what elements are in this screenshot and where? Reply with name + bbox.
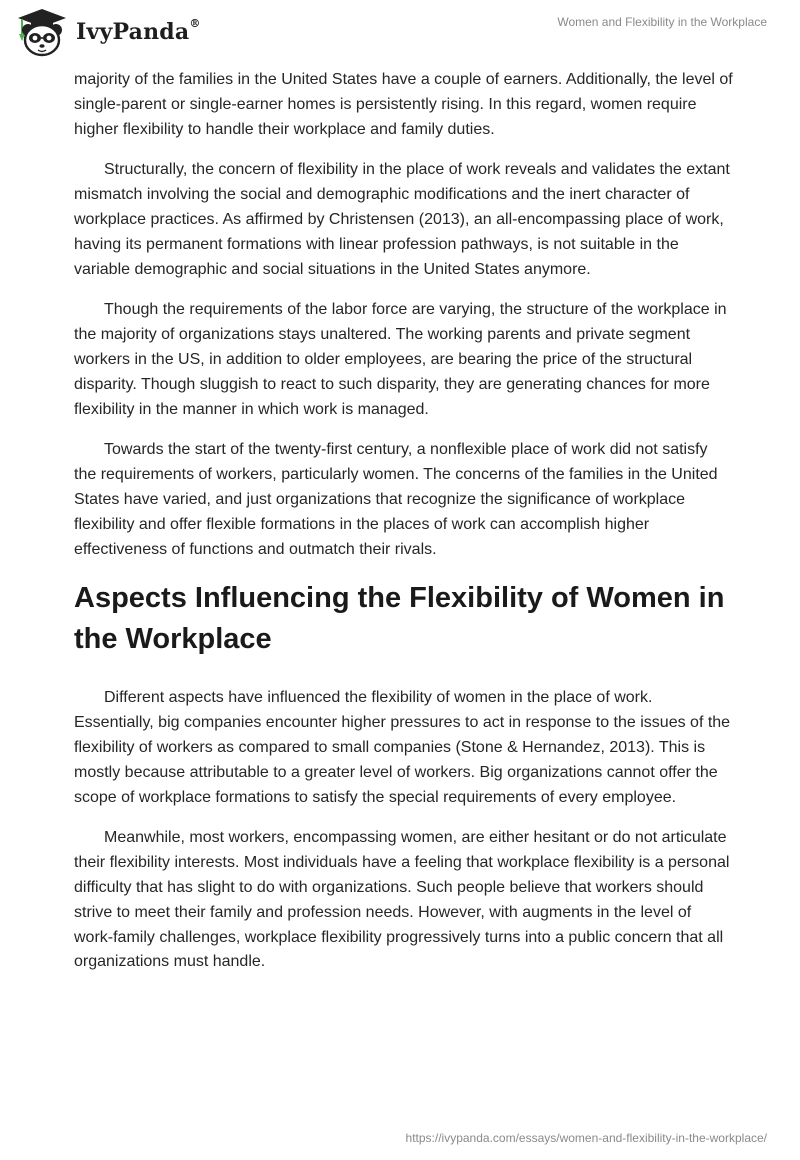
panda-logo-icon — [14, 6, 70, 58]
section-heading: Aspects Influencing the Flexibility of Women in the Workplace — [74, 582, 725, 656]
logo-wordmark: IvyPanda® — [76, 16, 201, 45]
page-header — [0, 0, 800, 72]
paragraph: Meanwhile, most workers, encompassing women, are either hesitant or do not articulate their flexibility interests. Most individuals have a feeling that workplace flexibility is a personal difficulty that has slight to do with organizations. Such people believe that workers should strive to meet their family and profession needs. However, with augments in the level of work-family challenges, workplace flexibility progressively turns into a public concern that all organizations must handle. — [74, 829, 730, 971]
paragraph: Towards the start of the twenty-first century, a nonflexible place of work did not satisfy the requirements of workers, particularly women. The concerns of the families in the United States have varied, and just organizations that recognize the significance of workplace flexibility and offer flexible formations in the places of work can accomplish higher effectiveness of functions and outmatch their rivals. — [74, 441, 718, 558]
paragraph: majority of the families in the United States have a couple of earners. Additionally, the level of single-parent or single-earner homes is persistently rising. In this regard, women require higher flexibility to handle their workplace and family duties. — [74, 71, 733, 138]
document-title: Women and Flexibility in the Workplace — [557, 15, 767, 29]
essay-body — [74, 68, 734, 991]
paragraph: Though the requirements of the labor force are varying, the structure of the workplace in the majority of organizations stays unaltered. The working parents and private segment workers in the US, in addition to older employees, are bearing the price of the structural disparity. Though sluggish to react to such disparity, they are generating chances for more flexibility in the manner in which work is managed. — [74, 301, 727, 418]
source-url-link[interactable]: https://ivypanda.com/essays/women-and-flexibility-in-the-workplace/ — [405, 1131, 767, 1145]
paragraph: Different aspects have influenced the flexibility of women in the place of work. Essentially, big companies encounter higher pressures to act in response to the issues of the flexibility of workers as compared to small companies (Stone & Hernandez, 2013). This is mostly because attributable to a greater level of workers. Big organizations cannot offer the scope of workplace formations to satisfy the special requirements of every employee. — [74, 689, 731, 806]
paragraph: Structurally, the concern of flexibility in the place of work reveals and validates the extant mismatch involving the social and demographic modifications and the inert character of workplace practices. As affirmed by Christensen (2013), an all-encompassing place of work, having its permanent formations with linear profession pathways, is not suitable in the variable demographic and social situations in the United States anymore. — [74, 161, 730, 278]
ivypanda-logo[interactable] — [14, 6, 201, 58]
